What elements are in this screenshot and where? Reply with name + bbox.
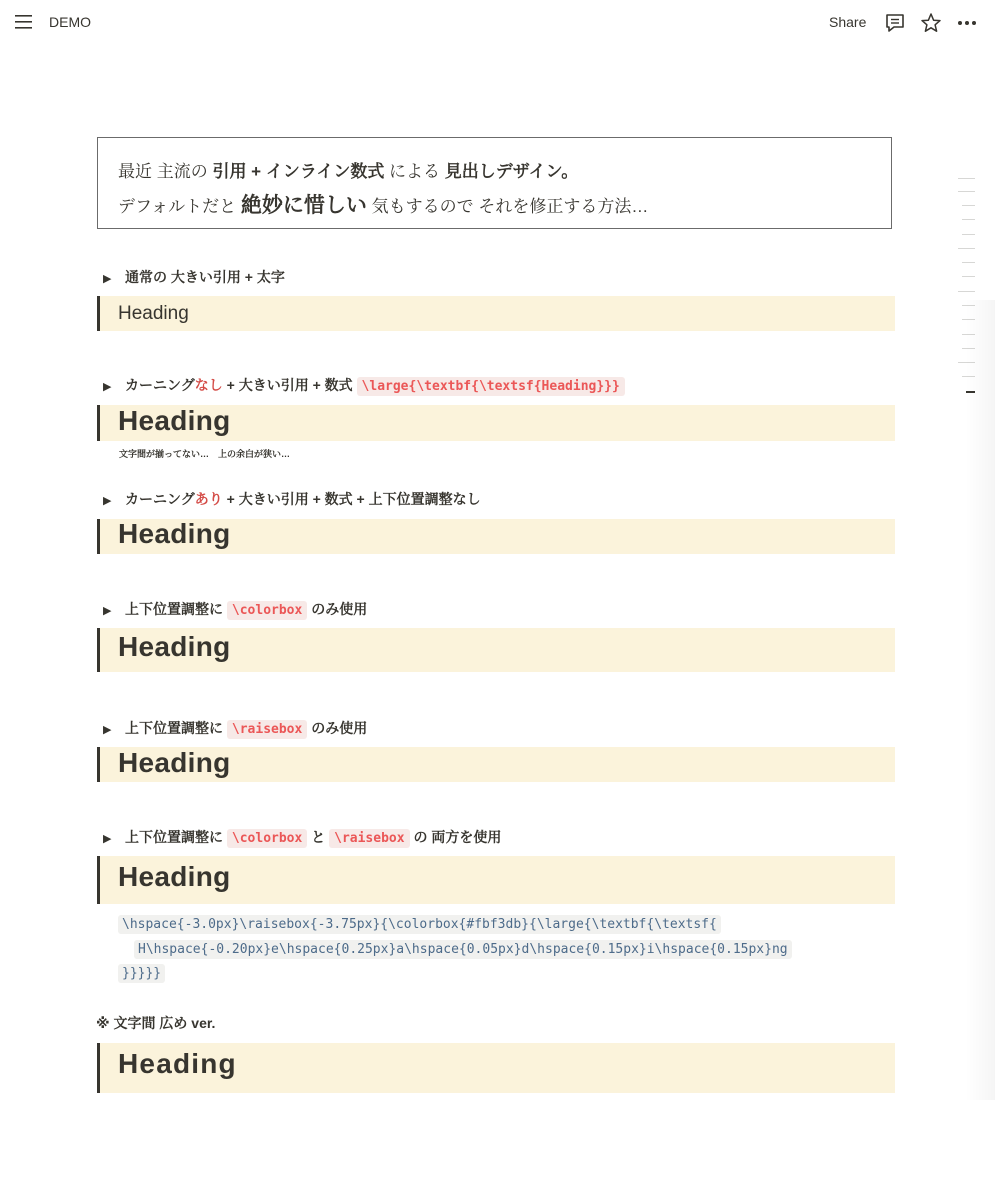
inline-code: \raisebox	[329, 829, 409, 848]
share-button[interactable]: Share	[829, 14, 867, 30]
code-line-2	[134, 942, 792, 957]
callout-text: 最近 主流の	[118, 162, 213, 181]
toggle-label: 上下位置調整に	[125, 829, 227, 845]
heading-text: Heading	[118, 303, 189, 324]
heading-text: Heading	[118, 631, 231, 662]
page-title[interactable]: DEMO	[49, 14, 91, 30]
more-icon[interactable]	[956, 12, 978, 34]
code-line-1	[118, 917, 721, 932]
toggle-label: 上下位置調整に	[125, 601, 227, 617]
top-bar	[0, 0, 995, 45]
toggle-label: + 大きい引用 + 数式 + 上下位置調整なし	[222, 491, 481, 507]
inline-code: \colorbox	[227, 829, 307, 848]
note-text: 文字間が揃ってない… 上の余白が狭い…	[119, 449, 291, 459]
star-icon[interactable]	[920, 12, 942, 34]
toggle-triangle-icon[interactable]: ▶	[103, 833, 112, 845]
callout-emphasis: 絶妙に惜しい	[240, 194, 367, 217]
toggle-label: + 大きい引用 + 数式	[222, 377, 357, 393]
toggle-section-2[interactable]	[103, 375, 625, 395]
heading-text: Heading	[118, 747, 231, 778]
inline-code: \large{\textbf{\textsf{Heading}}}	[357, 377, 625, 396]
heading-quote-2	[97, 405, 895, 441]
toggle-label: と	[307, 829, 330, 845]
toggle-section-1[interactable]	[103, 267, 285, 287]
side-peek-shadow	[965, 300, 995, 1100]
heading-text: Heading	[118, 861, 231, 892]
callout-bold: 引用 + インライン数式	[212, 162, 385, 181]
toggle-label: のみ使用	[307, 601, 368, 617]
toggle-section-5[interactable]	[103, 718, 367, 738]
code-text: }}}}}	[118, 964, 165, 983]
toggle-section-4[interactable]	[103, 599, 367, 619]
callout-line-2	[118, 189, 648, 219]
callout-text: デフォルトだと	[118, 197, 241, 216]
toggle-label: 通常の 大きい引用 + 太字	[125, 269, 285, 285]
menu-icon[interactable]	[14, 13, 34, 31]
code-line-3	[118, 966, 165, 981]
toggle-section-6[interactable]	[103, 827, 501, 847]
heading-quote-6	[97, 856, 895, 904]
toggle-triangle-icon[interactable]: ▶	[103, 273, 112, 285]
inline-code: \colorbox	[227, 601, 307, 620]
callout-text: による	[384, 162, 445, 181]
toggle-label: のみ使用	[307, 720, 368, 736]
heading-text: Heading	[118, 405, 231, 436]
heading-quote-wide	[97, 1043, 895, 1093]
toggle-label: カーニング	[125, 491, 195, 507]
callout-bold: 見出しデザイン。	[444, 162, 579, 181]
heading-text: Heading	[118, 1048, 237, 1079]
heading-quote-4	[97, 628, 895, 672]
toggle-label: 上下位置調整に	[125, 720, 227, 736]
toggle-section-3[interactable]	[103, 489, 481, 509]
comment-icon[interactable]	[884, 12, 906, 34]
toggle-triangle-icon[interactable]: ▶	[103, 605, 112, 617]
toggle-label: カーニング	[125, 377, 195, 393]
intro-callout	[97, 137, 892, 229]
code-text: H\hspace{-0.20px}e\hspace{0.25px}a\hspace{0.05px}d\hspace{0.15px}i\hspace{0.15px}ng	[134, 940, 792, 959]
heading-quote-1	[97, 296, 895, 331]
toggle-label-red: なし	[194, 377, 223, 393]
toggle-triangle-icon[interactable]: ▶	[103, 495, 112, 507]
toggle-label-red: あり	[194, 491, 223, 507]
heading-text: Heading	[118, 518, 231, 549]
heading-quote-3	[97, 519, 895, 554]
heading-quote-5	[97, 747, 895, 782]
code-text: \hspace{-3.0px}\raisebox{-3.75px}{\colorbox{#fbf3db}{\large{\textbf{\textsf{	[118, 915, 721, 934]
toggle-label: の 両方を使用	[409, 829, 502, 845]
callout-line-1	[118, 157, 578, 182]
toggle-triangle-icon[interactable]: ▶	[103, 724, 112, 736]
toggle-triangle-icon[interactable]: ▶	[103, 381, 112, 393]
wide-version-label: ※ 文字間 広め ver.	[96, 1015, 216, 1031]
inline-code: \raisebox	[227, 720, 307, 739]
callout-text: 気もするので それを修正する方法…	[366, 197, 649, 216]
